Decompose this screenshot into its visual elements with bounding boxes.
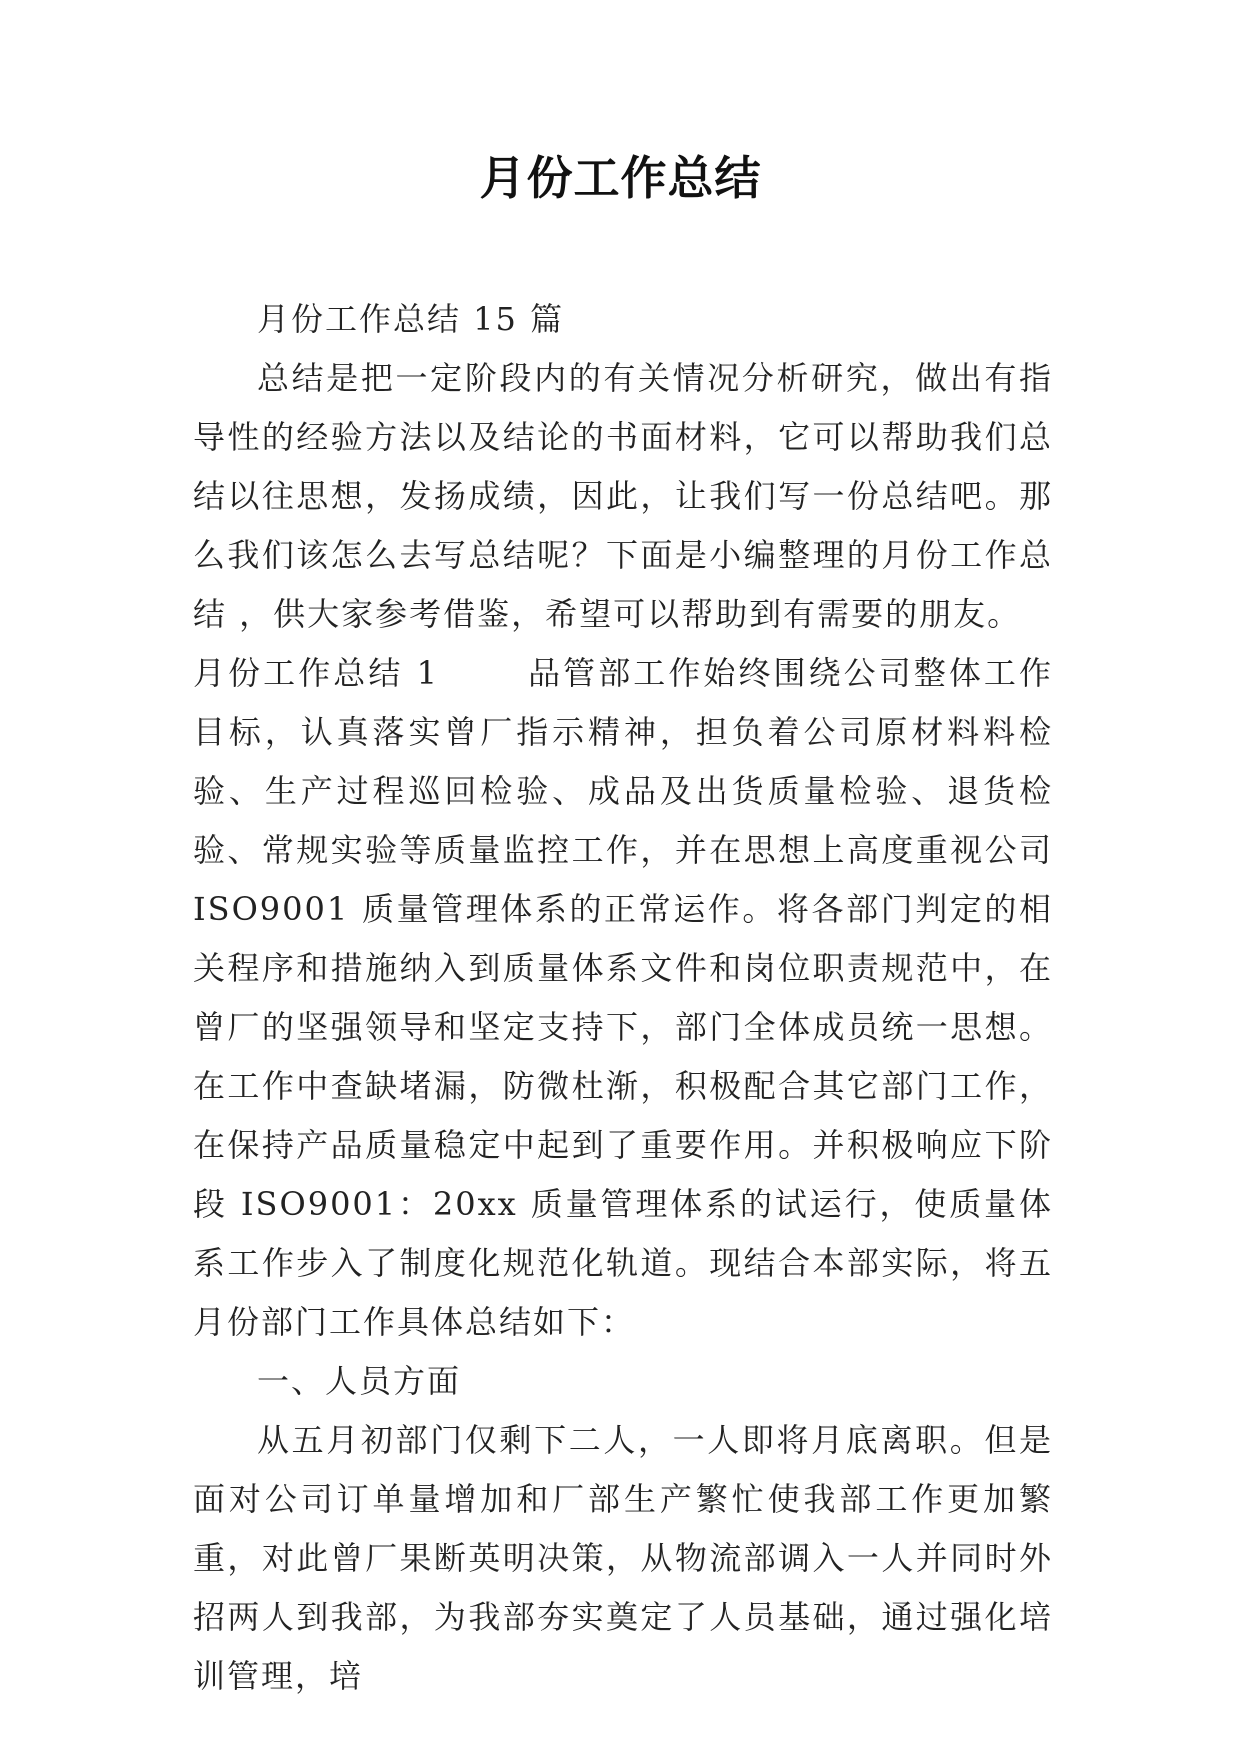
document-body [193,290,1053,1706]
intro-paragraph: 总结是把一定阶段内的有关情况分析研究，做出有指导性的经验方法以及结论的书面材料，它可以帮助我们总结以往思想，发扬成绩，因此，让我们写一份总结吧。那么我们该怎么去写总结呢？下面是小编整理的月份工作总结 ，供大家参考借鉴，希望可以帮助到有需要的朋友。 [193,359,1053,633]
personnel-paragraph: 从五月初部门仅剩下二人，一人即将月底离职。但是面对公司订单量增加和厂部生产繁忙使我部工作更加繁重，对此曾厂果断英明决策，从物流部调入一人并同时外招两人到我部，为我部夯实奠定了人员基础，通过强化培训管理，培 [193,1421,1053,1695]
section-1-heading: 月份工作总结 1 [193,654,439,692]
document-subtitle: 月份工作总结 15 篇 [257,300,565,338]
document-title: 月份工作总结 [479,151,762,205]
section-1-body: 品管部工作始终围绕公司整体工作目标，认真落实曾厂指示精神，担负着公司原材料料检验、生产过程巡回检验、成品及出货质量检验、退货检验、常规实验等质量监控工作，并在思想上高度重视公司 ISO9001 质量管理体系的正常运作。将各部门判定的相关程序和措施纳入到质量体系文件和岗位职责规范中，在曾厂的坚强领导和坚定支持下，部门全体成员统一思想。在工作中查缺堵漏，防微杜渐，积极配合其它部门工作，在保持产品质量稳定中起到了重要作用。并积极响应下阶段 ISO9001：20xx 质量管理体系的试运行，使质量体系工作步入了制度化规范化轨道。现结合本部实际，将五月份部门工作具体总结如下： [193,654,1053,1341]
personnel-heading: 一、人员方面 [257,1362,462,1400]
section-1-paragraph [193,644,1053,1352]
